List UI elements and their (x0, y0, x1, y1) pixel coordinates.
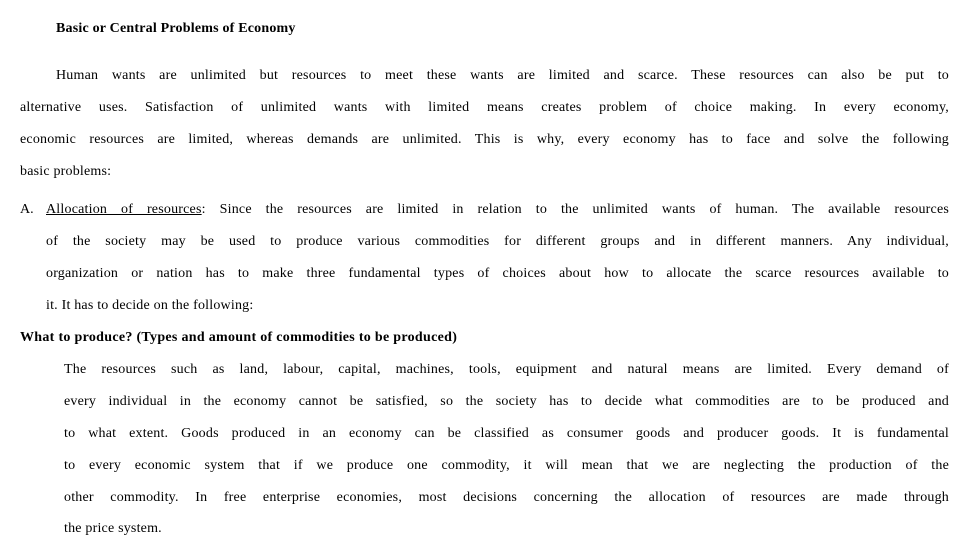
answer-line: The resources such as land, labour, capital, machines, tools, equipment and natural means are limited. Every demand of (64, 362, 949, 377)
answer-line: the price system. (64, 521, 162, 536)
document-title: Basic or Central Problems of Economy (56, 21, 296, 36)
item-a-heading: Allocation of resources (46, 202, 202, 217)
intro-line: Human wants are unlimited but resources to meet these wants are limited and scarce. These resources can also be put to (56, 68, 949, 83)
intro-line: alternative uses. Satisfaction of unlimited wants with limited means creates problem of choice making. In every economy, (20, 100, 949, 115)
answer-line: every individual in the economy cannot be satisfied, so the society has to decide what commodities are to be produced and (64, 394, 949, 409)
item-a-first-line (46, 194, 949, 226)
answer-line: to every economic system that if we produce one commodity, it will mean that we are neglecting the production of the (64, 458, 949, 473)
item-a-line1-text: Since the resources are limited in relation to the unlimited wants of human. The available resources (219, 202, 949, 217)
item-a-line: it. It has to decide on the following: (46, 298, 254, 313)
answer-line: other commodity. In free enterprise economies, most decisions concerning the allocation of resources are made through (64, 490, 949, 505)
intro-line: economic resources are limited, whereas demands are unlimited. This is why, every economy has to face and solve the following (20, 132, 949, 147)
item-a-line: organization or nation has to make three fundamental types of choices about how to allocate the scarce resources available to (46, 266, 949, 281)
intro-line: basic problems: (20, 164, 112, 179)
item-a-line: of the society may be used to produce various commodities for different groups and in different manners. Any individual, (46, 234, 949, 249)
item-a-colon: : (201, 202, 206, 217)
list-label-a: A. (20, 202, 34, 217)
answer-line: to what extent. Goods produced in an economy can be classified as consumer goods and producer goods. It is fundamental (64, 426, 949, 441)
question-heading: What to produce? (Types and amount of commodities to be produced) (20, 330, 458, 345)
